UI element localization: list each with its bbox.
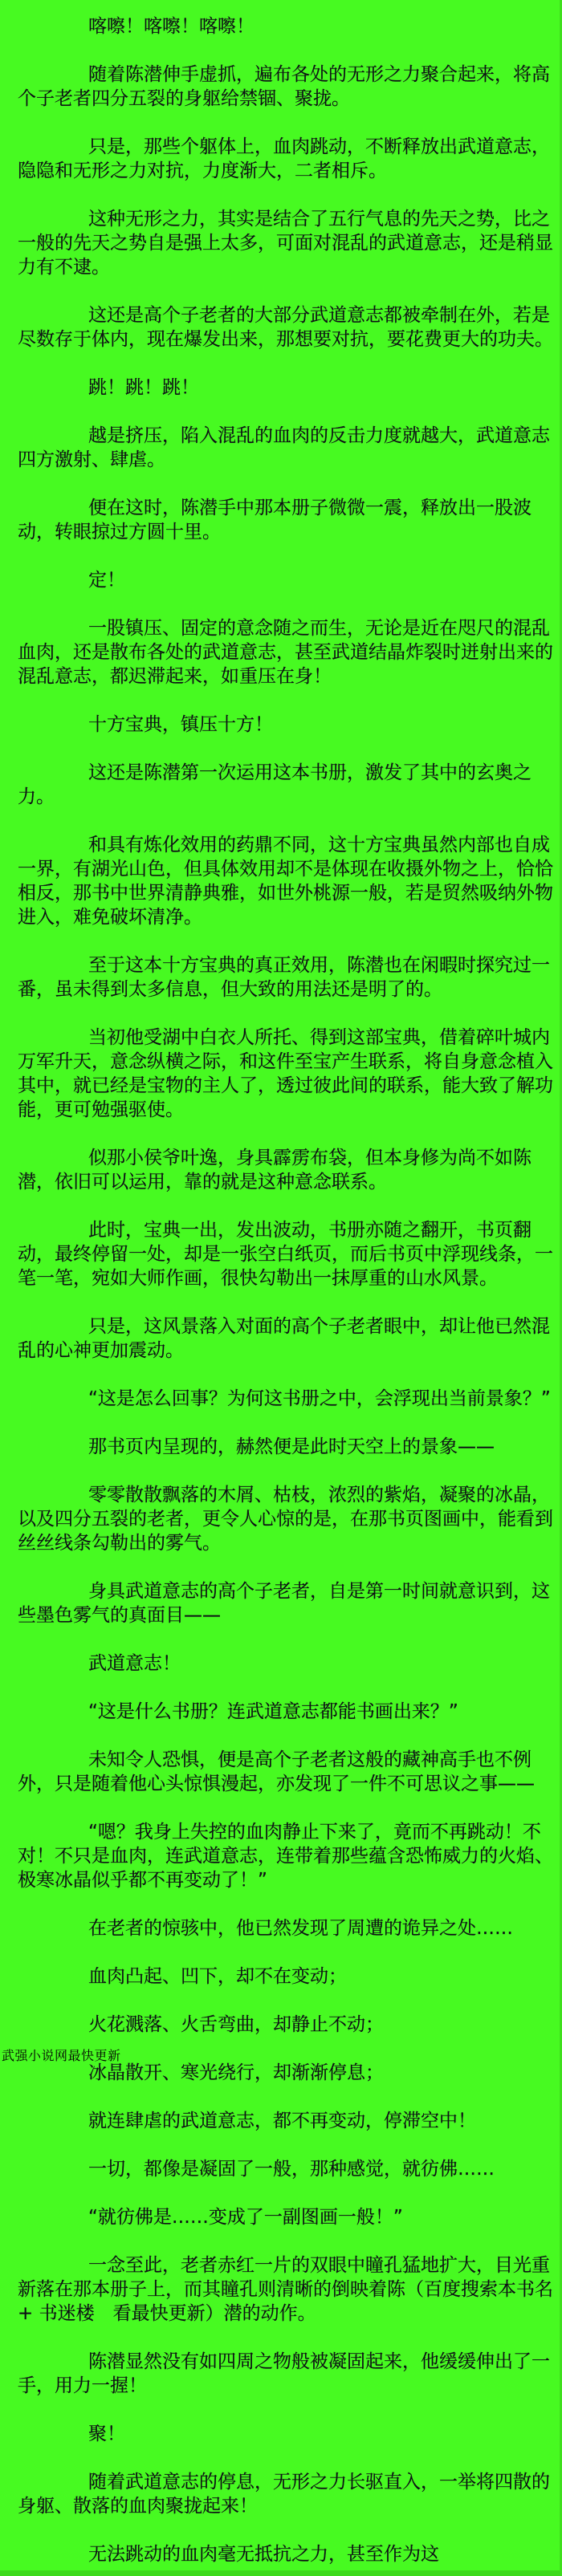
paragraph: 似那小侯爷叶逸，身具霹雳布袋，但本身修为尚不如陈潜，依旧可以运用，靠的就是这种意念联系。	[18, 1148, 531, 1193]
paragraph: “这是什么书册？连武道意志都能书画出来？”	[88, 1701, 458, 1722]
paragraph: 武道意志！	[88, 1653, 181, 1674]
paragraph: 身具武道意志的高个子老者，自是第一时间就意识到，这些墨色雾气的真面目——	[18, 1581, 550, 1626]
paragraph: 随着武道意志的停息，无形之力长驱直入，一举将四散的身躯、散落的血肉聚拢起来！	[18, 2472, 550, 2517]
paragraph: 十方宝典，镇压十方！	[88, 714, 273, 735]
paragraph: 聚！	[88, 2424, 125, 2444]
paragraph: 便在这时，陈潜手中那本册子微微一震，释放出一股波动，转眼掠过方圆十里。	[18, 498, 531, 542]
paragraph: 冰晶散开、寒光绕行，却渐渐停息；	[88, 2062, 384, 2083]
paragraph: 当初他受湖中白衣人所托、得到这部宝典，借着碎叶城内万军升天，意念纵横之际，和这件至宝产生联系，将自身意念植入其中，就已经是宝物的主人了，透过彼此间的联系，能大致了解功能，更可勉强驱使。	[18, 1027, 553, 1120]
paragraph: 只是，那些个躯体上，血肉跳动，不断释放出武道意志，隐隐和无形之力对抗，力度渐大，二者相斥。	[18, 136, 550, 181]
paragraph: 那书页内呈现的，赫然便是此时天空上的景象——	[88, 1436, 495, 1457]
site-watermark: 武强小说网最快更新	[2, 2048, 121, 2063]
paragraph: 跳！跳！跳！	[88, 377, 199, 398]
paragraph: 此时，宝典一出，发出波动，书册亦随之翻开，书页翻动，最终停留一处，却是一张空白纸页，而后书页中浮现线条，一笔一笔，宛如大师作画，很快勾勒出一抹厚重的山水风景。	[18, 1220, 553, 1289]
paragraph: 火花溅落、火舌弯曲，却静止不动；	[88, 2014, 384, 2035]
paragraph: 这种无形之力，其实是结合了五行气息的先天之势，比之一般的先天之势自是强上太多，可面对混乱的武道意志，还是稍显力有不逮。	[18, 209, 553, 278]
paragraph: “嗯？我身上失控的血肉静止下来了，竟而不再跳动！不对！不只是血肉，连武道意志，连带着那些蕴含恐怖威力的火焰、极寒冰晶似乎都不再变动了！”	[18, 1822, 553, 1891]
paragraph: 就连肆虐的武道意志，都不再变动，停滞空中！	[88, 2111, 476, 2131]
paragraph: 未知令人恐惧，便是高个子老者这般的藏神高手也不例外，只是随着他心头惊惧漫起，亦发现了一件不可思议之事——	[18, 1749, 535, 1794]
novel-content	[18, 14, 556, 2566]
paragraph: 一股镇压、固定的意念随之而生，无论是近在咫尺的混乱血肉，还是散布各处的武道意志，甚至武道结晶炸裂时迸射出来的混乱意志，都迟滞起来，如重压在身！	[18, 618, 553, 687]
paragraph: 只是，这风景落入对面的高个子老者眼中，却让他已然混乱的心神更加震动。	[18, 1316, 550, 1361]
paragraph: 随着陈潜伸手虚抓，遍布各处的无形之力聚合起来，将高个子老者四分五裂的身躯给禁锢、聚拢。	[18, 64, 550, 109]
paragraph: 无法跳动的血肉毫无抵抗之力，甚至作为这	[88, 2544, 439, 2565]
paragraph: 至于这本十方宝典的真正效用，陈潜也在闲暇时探究过一番，虽未得到太多信息，但大致的用法还是明了的。	[18, 955, 550, 1000]
paragraph: 和具有炼化效用的药鼎不同，这十方宝典虽然内部也自成一界，有湖光山色，但具体效用却不是体现在收摄外物之上，恰恰相反，那书中世界清静典雅，如世外桃源一般，若是贸然吸纳外物进入，难免破坏清净。	[18, 835, 553, 928]
paragraph: 陈潜显然没有如四周之物般被凝固起来，他缓缓伸出了一手，用力一握！	[18, 2351, 550, 2396]
paragraph: 一切，都像是凝固了一般，那种感觉，就彷佛……	[88, 2159, 495, 2180]
paragraph: “这是怎么回事？为何这书册之中，会浮现出当前景象？”	[88, 1388, 551, 1409]
paragraph: 零零散散飘落的木屑、枯枝，浓烈的紫焰，凝聚的冰晶，以及四分五裂的老者，更令人心惊的是，在那书页图画中，能看到丝丝线条勾勒出的雾气。	[18, 1485, 553, 1554]
paragraph: 定！	[88, 570, 125, 591]
paragraph: “就彷佛是……变成了一副图画一般！”	[88, 2207, 403, 2228]
paragraph: 喀嚓！喀嚓！喀嚓！	[88, 16, 255, 37]
paragraph: 越是挤压，陷入混乱的血肉的反击力度就越大，武道意志四方激射、肆虐。	[18, 425, 550, 470]
paragraph: 这还是陈潜第一次运用这本书册，激发了其中的玄奥之力。	[18, 762, 531, 807]
paragraph: 一念至此，老者赤红一片的双眼中瞳孔猛地扩大，目光重新落在那本册子上，而其瞳孔则清晰的倒映着陈（百度搜索本书名+ 书迷楼 看最快更新）潜的动作。	[18, 2255, 553, 2324]
paragraph: 在老者的惊骇中，他已然发现了周遭的诡异之处……	[88, 1918, 513, 1939]
paragraph: 血肉凸起、凹下，却不在变动；	[88, 1966, 347, 1987]
paragraph: 这还是高个子老者的大部分武道意志都被牵制在外，若是尽数存于体内，现在爆发出来，那想要对抗，要花费更大的功夫。	[18, 305, 553, 350]
